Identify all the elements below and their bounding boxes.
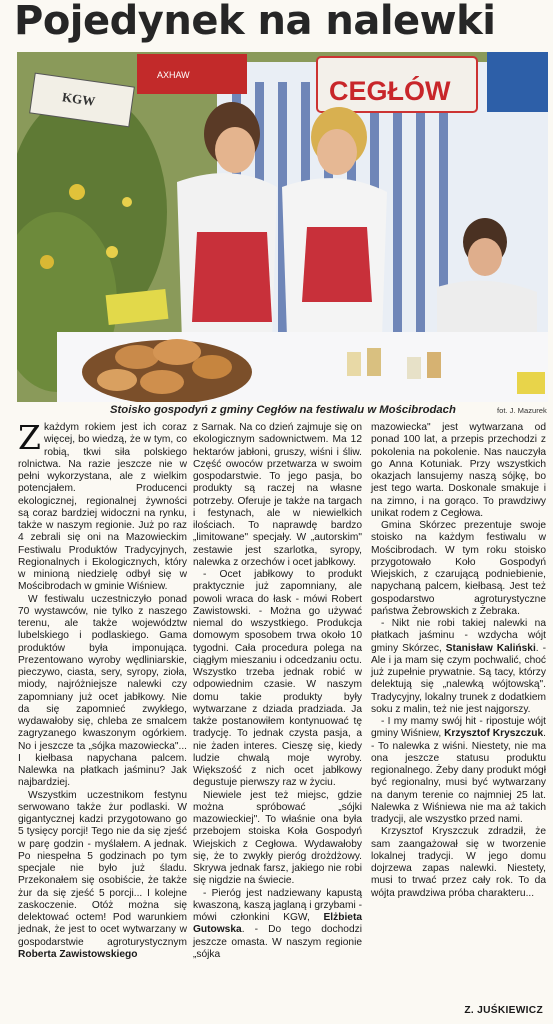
paragraph: - Ocet jabłkowy to produkt praktycznie już zapomniany, ale powoli wraca do łask - mówi Robert Zawistowski. - Można go używać niemal do wszystkiego. Produkcja domowym sposobem trwa około 10 tygodni. Cała procedura polega na ciągłym mieszaniu i odcedzaniu octu. Wszystko trzeba jednak robić w odpowiednim czasie. W naszym domu takie produkty były wytwarzane z dziada pradziada. Ja także postanowiłem kontynuować tę tradycję. To jednak czysta pasja, a nie żaden interes. Cieszę się, kiedy ludzie chwalą moje wyroby. Większość z nich ocet jabłkowy degustuje pierwszy raz w życiu. bbox=[193, 569, 362, 789]
paragraph bbox=[371, 716, 546, 826]
sign-banner: AXHAW bbox=[157, 70, 190, 80]
paragraph-text: - I my mamy swój hit - ripostuje wójt gminy Wiśniew, bbox=[371, 716, 546, 740]
paragraph-text: . - Ale i ja mam się czym pochwalić, choć już zupełnie prywatnie. Są tacy, którzy delektują się „nalewką wójtowską". Tradycyjny, lokalny trunek z dodatkiem soku z malin, też nie jest najgorszy. bbox=[371, 642, 546, 715]
paragraph-text: . - To nalewka z wiśni. Niestety, nie ma ona jeszcze statusu produktu regionalnego. Żeby dany produkt mógł być regionalny, musi być wytwarzany na danym terenie co najmniej 25 lat. Nalewka z Wiśniewa nie ma aż takich tradycji, ale wszystko przed nami. bbox=[371, 728, 546, 825]
drop-cap: Z bbox=[18, 418, 41, 457]
person-name: Roberta Zawistowskiego bbox=[18, 948, 138, 960]
paragraph bbox=[193, 888, 362, 962]
article-column-3 bbox=[371, 422, 546, 900]
person-name: Elżbieta Gutowska bbox=[193, 912, 362, 936]
paragraph: Krzysztof Kryszczuk zdradził, że sam zaangażował się w tworzenie lokalnej tradycji. W jego domu dojrzewa zapas nalewki. Niestety, musi to trwać przez cały rok. To da wójta prawdziwa próba charakteru... bbox=[371, 826, 546, 899]
article-column-1 bbox=[18, 418, 187, 961]
photo-caption: Stoisko gospodyń z gminy Cegłów na festiwalu w Mościbrodach bbox=[110, 404, 456, 416]
paragraph-text: - Nikt nie robi takiej nalewki na płatkach jaśminu - wzdycha wójt gminy Skórzec, bbox=[371, 618, 546, 654]
sign-kgw: KGW bbox=[61, 89, 97, 109]
paragraph: W festiwalu uczestniczyło ponad 70 wystawców, nie tylko z naszego terenu, ale także województw lubelskiego i podlaskiego. Gama produktów była imponująca. Prezentowano wyroby wędliniarskie, pieczywo, ciasta, sery, syropy, zioła, miody, najróżniejsze nalewki czy zapomniany już ocet jabłkowy. Nie da się zapomnieć zwykłego, wydawałoby się, chleba ze smalcem zagryzanego kwaszonym ogórkiem. No i jeszcze ta „sójka mazowiecka"... I kiełbasa napychana palcem. Nalewka na płatkach jaśminu? Jak najbardziej. bbox=[18, 593, 187, 789]
article-column-2 bbox=[193, 422, 362, 961]
paragraph bbox=[371, 618, 546, 716]
photo-credit: fot. J. Mazurek bbox=[497, 406, 547, 415]
paragraph bbox=[18, 790, 187, 962]
paragraph: Gmina Skórzec prezentuje swoje stoisko na każdym festiwalu w Mościbrodach. W tym roku stoisko przygotowało Koło Gospodyń Wiejskich, z czarującą podniebienie, napychaną palcem, kiełbasą. Jest też gospodarstwo agroturystyczne państwa Żebrowskich z Żebraka. bbox=[371, 520, 546, 617]
paragraph-text: - Pieróg jest nadziewany kapustą kwaszoną, kaszą jaglaną i grzybami - mówi członkini KGW, bbox=[193, 887, 362, 923]
sign-ceglow: CEGŁÓW bbox=[329, 76, 451, 106]
article-photo bbox=[17, 52, 548, 402]
paragraph: z Sarnak. Na co dzień zajmuje się on ekologicznym sadownictwem. Ma 12 hektarów jabłoni, gruszy, wiśni i śliw. Część owoców przetwarza w swoim gospodarstwie. To jego pasja, bo produkty są raczej na własne potrzeby. Oferuje je także na targach i festynach, ale w niewielkich ilościach. To naprawdę bardzo „limitowane" specjały. W „autorskim" zestawie jest szarlotka, syropy, nalewka z orzechów i ocet jabłkowy. bbox=[193, 422, 362, 568]
person-name: Krzysztof Kryszczuk bbox=[444, 728, 544, 740]
paragraph: Niewiele jest też miejsc, gdzie można spróbować „sójki mazowieckiej". To właśnie ona była przebojem stoiska Koła Gospodyń Wiejskich z Cegłowa. Wydawałoby się, że to zwykły pieróg drożdżowy. Skrywa jednak farsz, jakiego nie robi się nigdzie na świecie. bbox=[193, 789, 362, 887]
paragraph: mazowiecka" jest wytwarzana od ponad 100 lat, a przepis przechodzi z pokolenia na pokolenie. Nas nauczyła go Anna Kotuniak. Przy wszystkich okazjach lansujemy naszą sójkę, bo jest tego warta. Doskonale smakuje i na zimno, i na gorąco. To prawdziwy unikat rodem z Cegłowa. bbox=[371, 422, 546, 519]
person-name: Stanisław Kaliński bbox=[445, 642, 536, 654]
paragraph-text: . - Do tego dochodzi jeszcze omasta. W naszym regionie „sójka bbox=[193, 924, 362, 960]
paragraph-text: każdym rokiem jest ich coraz więcej, bo wiedzą, że w tym, co robią, tkwi siła polskiego rolnictwa. Na razie jeszcze nie w pełni wykorzystana, ale z wielkim potencjałem. Producenci ekologicznej, regionalnej żywności są coraz bardziej widoczni na rynku, także w naszym regionie. Już po raz 4 zebrali się oni na Mazowieckim Festiwalu Produktów Tradycyjnych, Regionalnych i Ekologicznych, który w minioną niedzielę odbył się w Mościbrodach w gminie Wiśniew. bbox=[18, 422, 187, 593]
headline: Pojedynek na nalewki bbox=[14, 0, 496, 44]
author-signature: Z. JUŚKIEWICZ bbox=[464, 1005, 543, 1016]
paragraph-text: Wszystkim uczestnikom festynu serwowano także żur podlaski. W gigantycznej kadzi przygotowano go 5 tysięcy porcji! Tego nie da się zjeść w parę godzin - myślałem. A jednak. Po niespełna 5 godzinach po tym specjale nie było już śladu. Przekonałem się osobiście, że także żur da się zjeść 5 porcji... I kolejne zaskoczenie. Otóż można się delektować octem! Pod warunkiem jednak, że jest to ocet wytwarzany w gospodarstwie agroturystycznym bbox=[18, 789, 187, 948]
paragraph bbox=[18, 418, 187, 594]
